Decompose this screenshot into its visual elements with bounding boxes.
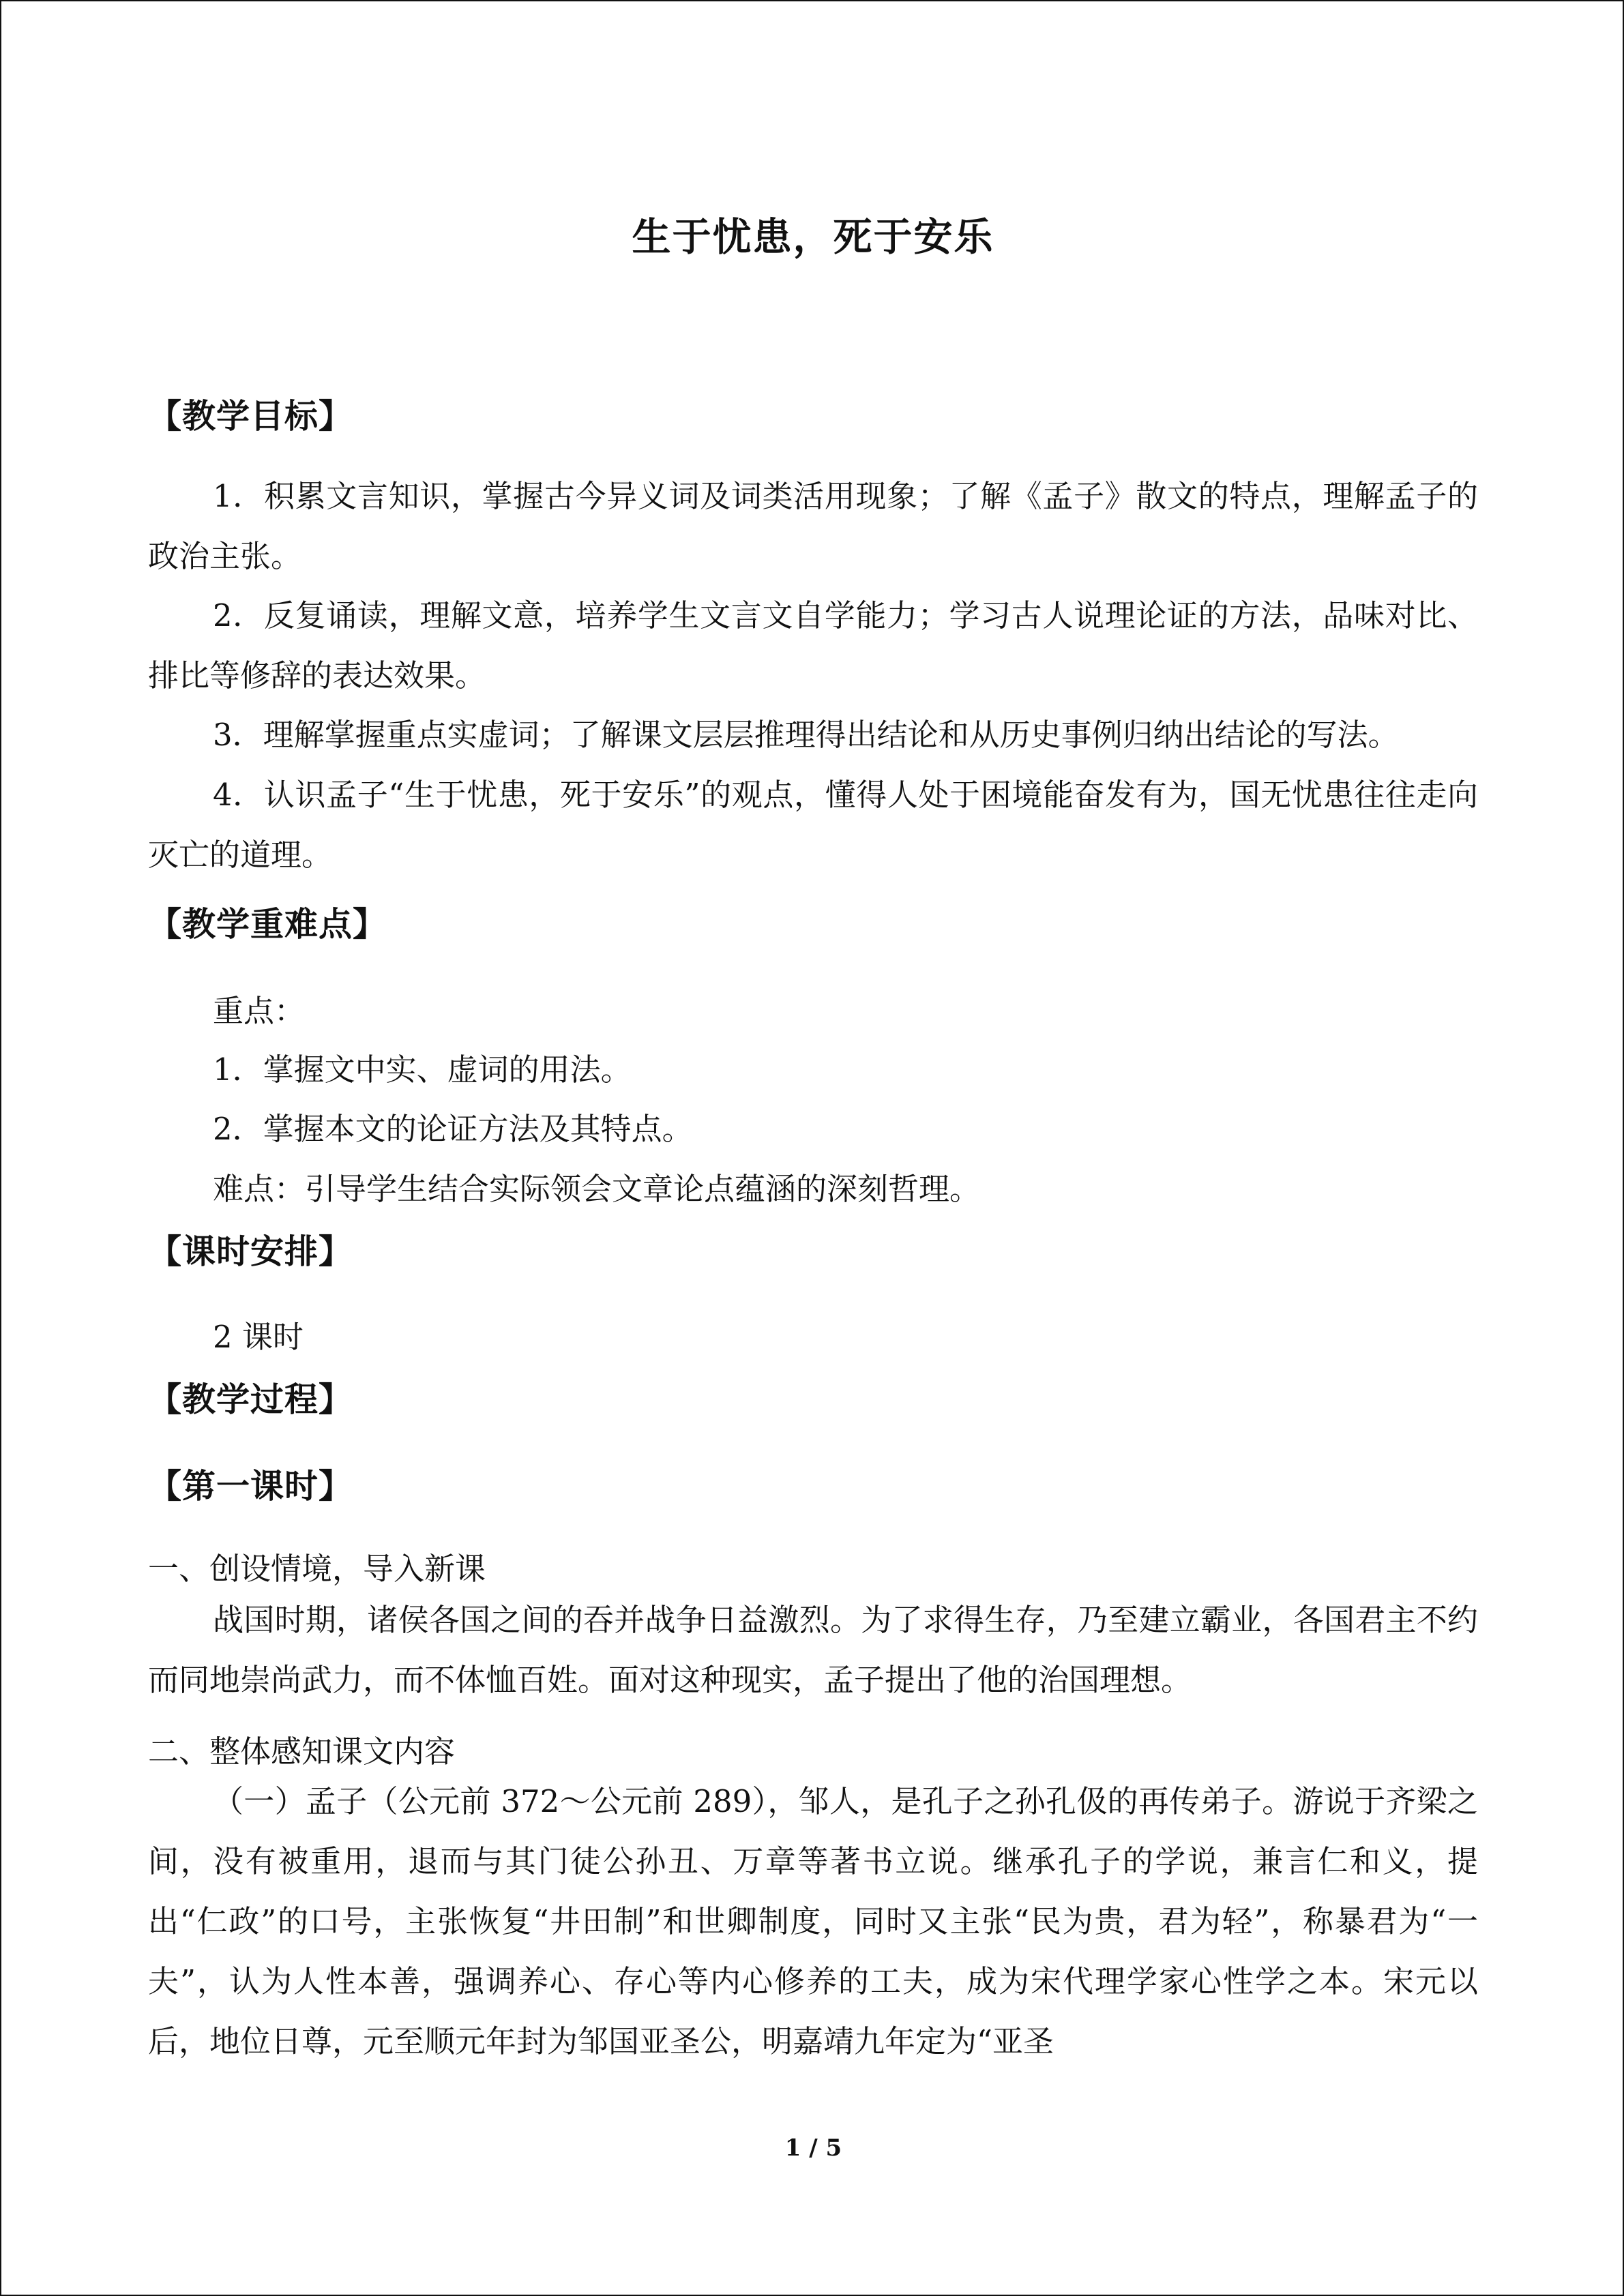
section-heading-process: 【教学过程】: [148, 1380, 353, 1419]
part2-title: 二、整体感知课文内容: [148, 1733, 456, 1770]
part1-text: 战国时期，诸侯各国之间的吞并战争日益激烈。为了求得生存，乃至建立霸业，各国君主不约而同地崇尚武力，而不体恤百姓。面对这种现实，孟子提出了他的治国理想。: [148, 1602, 1478, 1698]
objective-item-4: 4．认识孟子“生于忧患，死于安乐”的观点，懂得人处于困境能奋发有为，国无忧患往往走向灭亡的道理。: [148, 777, 1478, 873]
part2-text: （一）孟子（公元前 372～公元前 289），邹人，是孔子之孙孔伋的再传弟子。游说于齐梁之间，没有被重用，退而与其门徒公孙丑、万章等著书立说。继承孔子的学说，兼言仁和义，提出“仁政”的口号，主张恢复“井田制”和世卿制度，同时又主张“民为贵，君为轻”，称暴君为“一夫”，认为人性本善，强调养心、存心等内心修养的工夫，成为宋代理学家心性学之本。宋元以后，地位日尊，元至顺元年封为邹国亚圣公，明嘉靖九年定为“亚圣: [148, 1783, 1478, 2059]
objective-item-1: 1．积累文言知识，掌握古今异义词及词类活用现象；了解《孟子》散文的特点，理解孟子的政治主张。: [148, 478, 1478, 574]
section-heading-schedule: 【课时安排】: [148, 1232, 353, 1271]
focus-item-2: 2．掌握本文的论证方法及其特点。: [213, 1111, 693, 1147]
section-heading-objectives: 【教学目标】: [148, 397, 353, 436]
part1-title: 一、创设情境，导入新课: [148, 1551, 486, 1587]
focus-label: 重点：: [213, 993, 306, 1029]
objective-item-2: 2．反复诵读，理解文意，培养学生文言文自学能力；学习古人说理论证的方法，品味对比、排比等修辞的表达效果。: [148, 597, 1478, 694]
focus-item-1: 1．掌握文中实、虚词的用法。: [213, 1052, 632, 1088]
section-heading-key-points: 【教学重难点】: [148, 905, 387, 944]
section-heading-lesson-one: 【第一课时】: [148, 1467, 353, 1506]
difficulty-text: 难点：引导学生结合实际领会文章论点蕴涵的深刻哲理。: [213, 1171, 981, 1207]
document-title: 生于忧患，死于安乐: [632, 215, 994, 260]
page-number: 1 / 5: [784, 2134, 842, 2162]
objective-item-3: 3．理解掌握重点实虚词；了解课文层层推理得出结论和从历史事例归纳出结论的写法。: [213, 717, 1399, 753]
schedule-value: 2 课时: [213, 1319, 304, 1355]
